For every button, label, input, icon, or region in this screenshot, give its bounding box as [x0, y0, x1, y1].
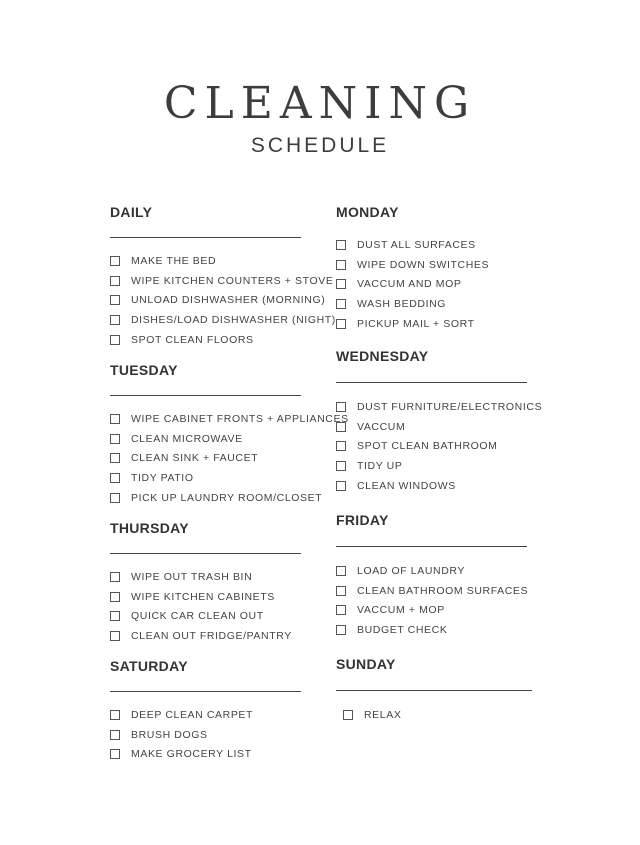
checklist-item-label: WIPE DOWN SWITCHES — [357, 258, 490, 271]
section-divider — [110, 395, 301, 396]
section-wednesday — [336, 346, 542, 495]
checklist-item[interactable] — [343, 705, 532, 725]
section-sunday — [336, 654, 532, 725]
checklist-item[interactable] — [110, 251, 336, 271]
checkbox[interactable] — [336, 586, 346, 596]
checkbox[interactable] — [336, 481, 346, 491]
section-title-monday: MONDAY — [336, 204, 399, 220]
section-divider — [110, 237, 301, 238]
checkbox[interactable] — [110, 453, 120, 463]
checklist-monday — [336, 235, 489, 333]
checklist-item-label: TIDY PATIO — [131, 471, 194, 484]
checklist-item[interactable] — [110, 606, 301, 626]
checklist-item[interactable] — [110, 429, 349, 449]
section-title-tuesday: TUESDAY — [110, 362, 178, 378]
checkbox[interactable] — [336, 299, 346, 309]
checklist-item-label: CLEAN MICROWAVE — [131, 432, 243, 445]
checkbox[interactable] — [110, 611, 120, 621]
checkbox[interactable] — [336, 441, 346, 451]
section-saturday — [110, 656, 301, 764]
checkbox[interactable] — [110, 315, 120, 325]
checklist-item-label: DEEP CLEAN CARPET — [131, 708, 254, 721]
page-subtitle: SCHEDULE — [250, 134, 390, 157]
section-thursday — [110, 518, 301, 646]
checklist-item[interactable] — [110, 705, 301, 725]
section-monday — [336, 202, 489, 333]
checkbox[interactable] — [110, 592, 120, 602]
checklist-item-label: MAKE GROCERY LIST — [131, 748, 252, 761]
section-title-friday: FRIDAY — [336, 512, 389, 528]
checkbox[interactable] — [336, 319, 346, 329]
checklist-item[interactable] — [336, 417, 542, 437]
checkbox[interactable] — [110, 493, 120, 503]
checkbox[interactable] — [336, 240, 346, 250]
checklist-item[interactable] — [110, 744, 301, 764]
section-title-sunday: SUNDAY — [336, 656, 396, 672]
checklist-item-label: LOAD OF LAUNDRY — [357, 564, 465, 577]
checklist-item[interactable] — [336, 255, 489, 275]
checklist-item[interactable] — [110, 448, 349, 468]
checkbox[interactable] — [336, 605, 346, 615]
checklist-tuesday — [110, 409, 349, 507]
checklist-item-label: WIPE KITCHEN CABINETS — [131, 590, 275, 603]
checklist-item[interactable] — [336, 436, 542, 456]
checklist-item[interactable] — [110, 310, 336, 330]
checkbox[interactable] — [336, 402, 346, 412]
checklist-item[interactable] — [336, 397, 542, 417]
checklist-friday — [336, 561, 528, 640]
section-title-saturday: SATURDAY — [110, 658, 188, 674]
checklist-item-label: MAKE THE BED — [131, 254, 217, 267]
checkbox[interactable] — [110, 414, 120, 424]
checklist-item[interactable] — [336, 456, 542, 476]
checklist-saturday — [110, 705, 301, 764]
checklist-item[interactable] — [336, 581, 528, 601]
checklist-item-label: SPOT CLEAN FLOORS — [131, 333, 254, 346]
checklist-sunday — [336, 705, 532, 725]
checklist-item-label: BUDGET CHECK — [357, 623, 448, 636]
section-title-thursday: THURSDAY — [110, 520, 189, 536]
checkbox[interactable] — [110, 295, 120, 305]
checkbox[interactable] — [336, 260, 346, 270]
checklist-item[interactable] — [110, 587, 301, 607]
checklist-thursday — [110, 567, 301, 646]
checklist-item-label: CLEAN SINK + FAUCET — [131, 452, 259, 465]
checklist-item[interactable] — [110, 567, 301, 587]
checklist-item[interactable] — [336, 294, 489, 314]
checkbox[interactable] — [110, 256, 120, 266]
checklist-item[interactable] — [110, 330, 336, 350]
checklist-item-label: PICKUP MAIL + SORT — [357, 317, 475, 330]
checklist-item[interactable] — [336, 600, 528, 620]
checklist-item-label: RELAX — [364, 708, 402, 721]
checklist-item[interactable] — [336, 314, 489, 334]
section-divider — [110, 553, 301, 554]
checklist-item[interactable] — [336, 620, 528, 640]
checkbox[interactable] — [110, 276, 120, 286]
checklist-item[interactable] — [336, 561, 528, 581]
checkbox[interactable] — [110, 749, 120, 759]
checklist-item-label: CLEAN WINDOWS — [357, 479, 456, 492]
checklist-item[interactable] — [110, 626, 301, 646]
checklist-item-label: WIPE KITCHEN COUNTERS + STOVE — [131, 274, 334, 287]
checklist-item-label: DUST ALL SURFACES — [357, 238, 476, 251]
checklist-item[interactable] — [110, 488, 349, 508]
checklist-item-label: WIPE OUT TRASH BIN — [131, 570, 253, 583]
checkbox[interactable] — [336, 566, 346, 576]
checklist-item-label: WIPE CABINET FRONTS + APPLIANCES — [131, 412, 349, 425]
checkbox[interactable] — [110, 434, 120, 444]
checklist-item[interactable] — [336, 235, 489, 255]
section-daily — [110, 202, 336, 349]
checklist-item-label: BRUSH DOGS — [131, 728, 208, 741]
section-divider — [336, 690, 532, 691]
checklist-item-label: TIDY UP — [357, 459, 403, 472]
checkbox[interactable] — [336, 625, 346, 635]
section-divider — [110, 691, 301, 692]
checklist-item[interactable] — [336, 274, 489, 294]
checklist-daily — [110, 251, 336, 349]
checklist-item[interactable] — [110, 468, 349, 488]
section-tuesday — [110, 360, 349, 507]
checklist-item-label: WASH BEDDING — [357, 297, 447, 310]
checklist-item-label: SPOT CLEAN BATHROOM — [357, 440, 498, 453]
checklist-item[interactable] — [110, 290, 336, 310]
checklist-item-label: VACCUM + MOP — [357, 604, 445, 617]
checklist-item-label: QUICK CAR CLEAN OUT — [131, 610, 264, 623]
checkbox[interactable] — [110, 730, 120, 740]
checklist-item[interactable] — [110, 271, 336, 291]
page-title: CLEANING — [163, 78, 477, 129]
section-title-wednesday: WEDNESDAY — [336, 348, 429, 364]
checklist-item-label: CLEAN OUT FRIDGE/PANTRY — [131, 629, 292, 642]
checkbox[interactable] — [110, 710, 120, 720]
checkbox[interactable] — [110, 335, 120, 345]
checklist-item-label: VACCUM — [357, 420, 406, 433]
section-title-daily: DAILY — [110, 204, 153, 220]
checklist-item-label: CLEAN BATHROOM SURFACES — [357, 584, 529, 597]
section-divider — [336, 382, 527, 383]
section-divider — [336, 546, 527, 547]
checklist-item-label: DUST FURNITURE/ELECTRONICS — [357, 400, 543, 413]
checkbox[interactable] — [336, 279, 346, 289]
checkbox[interactable] — [110, 473, 120, 483]
checklist-item-label: DISHES/LOAD DISHWASHER (NIGHT) — [131, 313, 336, 326]
checkbox[interactable] — [343, 710, 353, 720]
checklist-item-label: PICK UP LAUNDRY ROOM/CLOSET — [131, 491, 323, 504]
section-friday — [336, 510, 528, 640]
checklist-item[interactable] — [336, 476, 542, 496]
checklist-item[interactable] — [110, 409, 349, 429]
checkbox[interactable] — [336, 461, 346, 471]
checkbox[interactable] — [110, 572, 120, 582]
checklist-item-label: VACCUM AND MOP — [357, 278, 462, 291]
checklist-item-label: UNLOAD DISHWASHER (MORNING) — [131, 294, 326, 307]
checkbox[interactable] — [336, 422, 346, 432]
checkbox[interactable] — [110, 631, 120, 641]
checklist-wednesday — [336, 397, 542, 495]
checklist-item[interactable] — [110, 725, 301, 745]
